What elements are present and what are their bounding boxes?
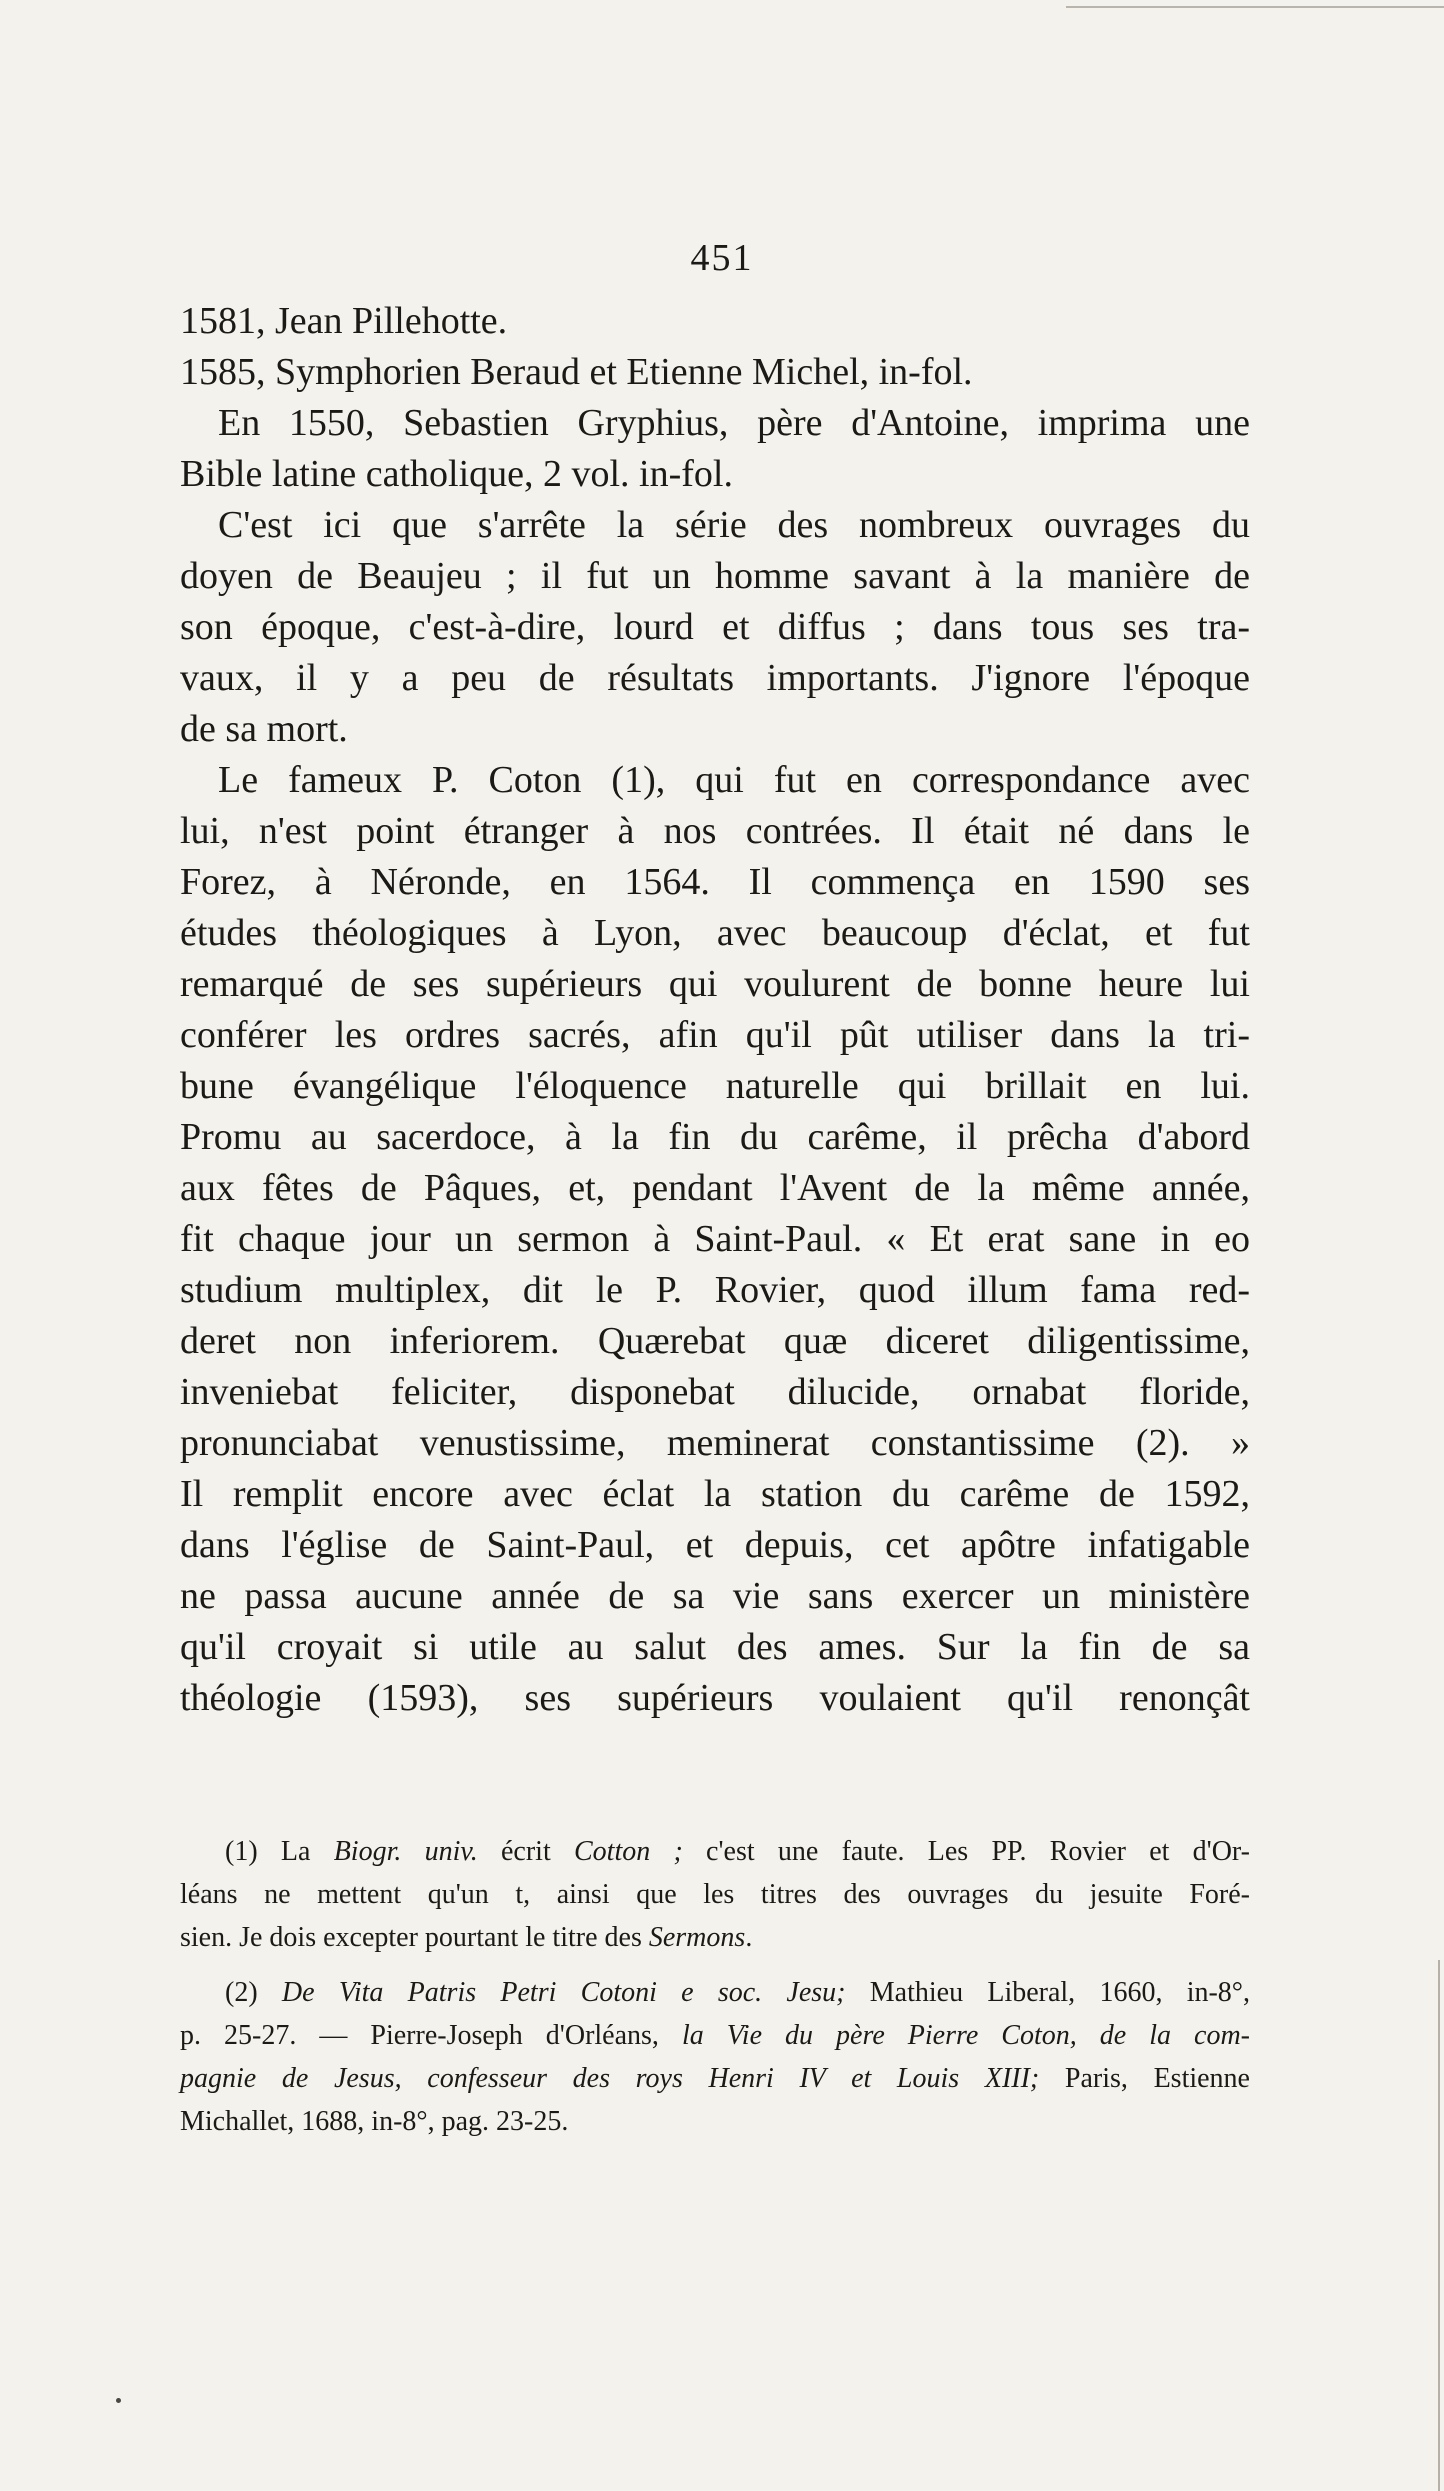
text-line: Il remplit encore avec éclat la station du carême de 1592, [180,1473,1250,1515]
text-line: dans l'église de Saint-Paul, et depuis, cet apôtre infatigable [180,1524,1250,1566]
scan-edge-rule [1066,6,1444,8]
text-line: études théologiques à Lyon, avec beaucoup d'éclat, et fut [180,912,1250,954]
footnote-italic: De Vita Patris Petri Cotoni e soc. Jesu; [281,1977,846,2008]
text-line: théologie (1593), ses supérieurs voulaient qu'il renonçât [180,1677,1250,1719]
text-line: deret non inferiorem. Quærebat quæ diceret diligentissime, [180,1320,1250,1362]
footnote-text: (2) [225,1977,282,2008]
text-line: inveniebat feliciter, disponebat dilucide, ornabat floride, [180,1371,1250,1413]
footnotes [180,1830,1250,2143]
text-line: bune évangélique l'éloquence naturelle qui brillait en lui. [180,1065,1250,1107]
text-line: ne passa aucune année de sa vie sans exercer un ministère [180,1575,1250,1617]
text-line: Promu au sacerdoce, à la fin du carême, il prêcha d'abord [180,1116,1250,1158]
text-line: remarqué de ses supérieurs qui voulurent de bonne heure lui [180,963,1250,1005]
text-line: C'est ici que s'arrête la série des nombreux ouvrages du [218,504,1250,546]
footnote-italic: Cotton ; [574,1836,683,1867]
text-line: lui, n'est point étranger à nos contrées. Il était né dans le [180,810,1250,852]
footnote-text: sien. Je dois excepter pourtant le titre des [180,1922,649,1953]
footnote-italic: la Vie du père Pierre Coton, de la com- [681,2020,1250,2051]
text-line: 1581, Jean Pillehotte. [180,300,508,342]
footnote-1-line [180,1916,1250,1959]
text-line: qu'il croyait si utile au salut des ames. Sur la fin de sa [180,1626,1250,1668]
footnote-2-line [180,2057,1250,2100]
text-line: 1585, Symphorien Beraud et Etienne Michel, in-fol. [180,351,973,393]
text-line: vaux, il y a peu de résultats importants. J'ignore l'époque [180,657,1250,699]
text-line: Bible latine catholique, 2 vol. in-fol. [180,453,733,495]
text-line: son époque, c'est-à-dire, lourd et diffus ; dans tous ses tra- [180,606,1250,648]
text-line: pronunciabat venustissime, meminerat constantissime (2). » [180,1422,1250,1464]
scan-margin-rule [1438,1960,1440,2491]
text-line: de sa mort. [180,708,348,750]
footnote-1-line: léans ne mettent qu'un t, ainsi que les titres des ouvrages du jesuite Foré- [180,1879,1250,1910]
footnote-text: (1) La [225,1836,334,1867]
footnote-italic: pagnie de Jesus, confesseur des roys Henri IV et Louis XIII; [180,2063,1040,2094]
text-line: En 1550, Sebastien Gryphius, père d'Antoine, imprima une [218,402,1250,444]
text-line: conférer les ordres sacrés, afin qu'il pût utiliser dans la tri- [180,1014,1250,1056]
ink-speck [116,2398,121,2403]
footnote-2-line: Michallet, 1688, in-8°, pag. 23-25. [180,2106,569,2137]
footnote-text: Paris, Estienne [1039,2063,1250,2094]
footnote-2-line [180,2014,1250,2057]
footnote-text: Mathieu Liberal, 1660, in-8°, [845,1977,1250,2008]
text-line: Forez, à Néronde, en 1564. Il commença en 1590 ses [180,861,1250,903]
page-number: 451 [690,237,754,279]
footnote-text: c'est une faute. Les PP. Rovier et d'Or- [682,1836,1251,1867]
footnote-2-line [180,1971,1250,2014]
text-line: Le fameux P. Coton (1), qui fut en correspondance avec [218,759,1250,801]
text-line: fit chaque jour un sermon à Saint-Paul. « Et erat sane in eo [180,1218,1250,1260]
footnote-italic: Sermons [648,1922,746,1953]
text-line: studium multiplex, dit le P. Rovier, quod illum fama red- [180,1269,1250,1311]
footnote-italic: Biogr. univ. [333,1836,478,1867]
main-text [180,296,1250,1724]
footnote-text: p. 25-27. — Pierre-Joseph d'Orléans, [180,2020,682,2051]
footnote-text: . [745,1922,753,1953]
footnote-1-line [180,1830,1250,1873]
text-line: aux fêtes de Pâques, et, pendant l'Avent de la même année, [180,1167,1250,1209]
text-line: doyen de Beaujeu ; il fut un homme savant à la manière de [180,555,1250,597]
footnote-text: écrit [477,1836,574,1867]
